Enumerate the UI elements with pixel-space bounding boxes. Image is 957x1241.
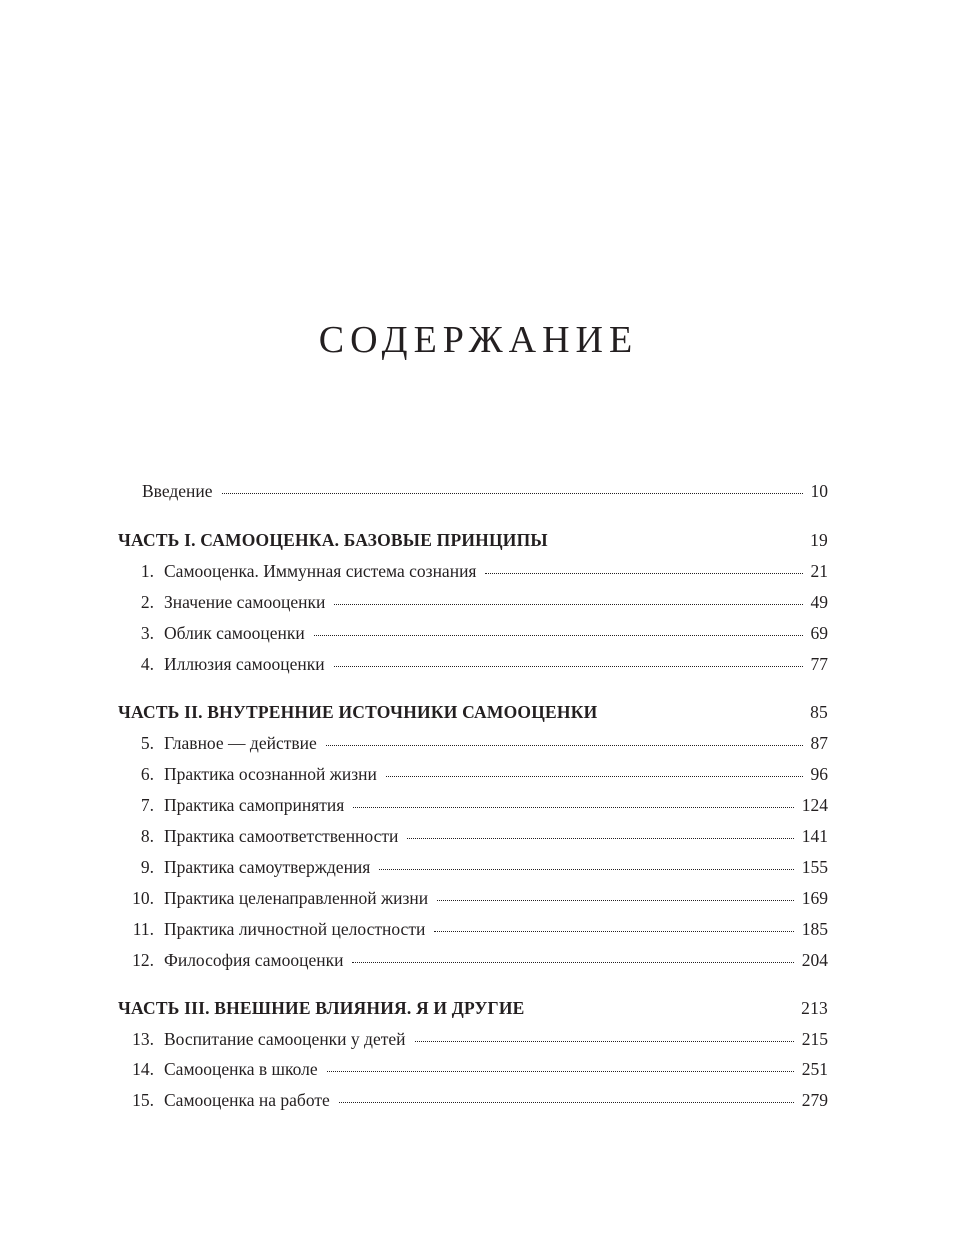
page-title: СОДЕРЖАНИЕ — [318, 319, 639, 361]
toc-page-number: 19 — [810, 530, 828, 550]
toc-page-number: 204 — [801, 950, 828, 970]
toc-page-number: 279 — [801, 1090, 828, 1110]
toc-entry-label: Введение — [142, 481, 213, 501]
dot-leader — [485, 573, 802, 574]
chapter-number: 15. — [132, 1090, 154, 1110]
toc-chapter-entry[interactable] — [118, 886, 828, 910]
chapter-title: Облик самооценки — [164, 623, 305, 643]
toc-page-number: 69 — [810, 623, 828, 643]
toc-page-number: 87 — [810, 733, 828, 753]
chapter-number: 1. — [140, 561, 154, 581]
toc-page-number: 169 — [801, 888, 828, 908]
dot-leader — [339, 1102, 794, 1103]
chapter-title: Самооценка на работе — [164, 1090, 330, 1110]
toc-page-number: 213 — [801, 998, 828, 1018]
toc-chapter-entry[interactable] — [118, 590, 828, 614]
toc-chapter-entry[interactable] — [118, 917, 828, 941]
toc-page-number: 124 — [801, 795, 828, 815]
toc-entry-intro[interactable] — [118, 479, 828, 503]
dot-leader — [415, 1041, 794, 1042]
dot-leader — [352, 962, 793, 963]
dot-leader — [334, 666, 803, 667]
toc-page-number: 10 — [810, 481, 828, 501]
toc-part-heading[interactable] — [118, 996, 828, 1020]
chapter-title: Практика самопринятия — [164, 795, 345, 815]
chapter-title: Философия самооценки — [164, 950, 344, 970]
toc-part-heading[interactable] — [118, 528, 828, 552]
chapter-title: Воспитание самооценки у детей — [164, 1029, 406, 1049]
toc-part-heading[interactable] — [118, 700, 828, 724]
chapter-title: Главное — действие — [164, 733, 317, 753]
dot-leader — [334, 604, 802, 605]
dot-leader — [407, 838, 793, 839]
dot-leader — [434, 931, 793, 932]
part-title: ЧАСТЬ II. ВНУТРЕННИЕ ИСТОЧНИКИ САМООЦЕНКИ — [118, 702, 598, 722]
toc-page-number: 251 — [801, 1059, 828, 1079]
chapter-number: 9. — [140, 857, 154, 877]
toc-page-number: 185 — [801, 919, 828, 939]
part-title: ЧАСТЬ III. ВНЕШНИЕ ВЛИЯНИЯ. Я И ДРУГИЕ — [118, 998, 525, 1018]
toc-chapter-entry[interactable] — [118, 1027, 828, 1051]
chapter-title: Практика самоответственности — [164, 826, 399, 846]
toc-page-number: 155 — [801, 857, 828, 877]
toc-chapter-entry[interactable] — [118, 762, 828, 786]
toc-page-number: 85 — [810, 702, 828, 722]
chapter-number: 6. — [140, 764, 154, 784]
toc-page-number: 96 — [810, 764, 828, 784]
toc-chapter-entry[interactable] — [118, 793, 828, 817]
toc-chapter-entry[interactable] — [118, 731, 828, 755]
toc-chapter-entry[interactable] — [118, 621, 828, 645]
dot-leader — [386, 776, 803, 777]
chapter-number: 7. — [140, 795, 154, 815]
toc-chapter-entry[interactable] — [118, 1057, 828, 1081]
chapter-title: Практика целенаправленной жизни — [164, 888, 429, 908]
toc-page-number: 49 — [810, 592, 828, 612]
toc-page-number: 141 — [801, 826, 828, 846]
toc-page-number: 215 — [801, 1029, 828, 1049]
part-title: ЧАСТЬ I. САМООЦЕНКА. БАЗОВЫЕ ПРИНЦИПЫ — [118, 530, 548, 550]
dot-leader — [379, 869, 793, 870]
chapter-number: 13. — [132, 1029, 154, 1049]
toc-chapter-entry[interactable] — [118, 1088, 828, 1112]
chapter-number: 4. — [140, 654, 154, 674]
chapter-title: Практика осознанной жизни — [164, 764, 377, 784]
toc-chapter-entry[interactable] — [118, 948, 828, 972]
chapter-number: 12. — [132, 950, 154, 970]
chapter-title: Иллюзия самооценки — [164, 654, 325, 674]
dot-leader — [437, 900, 794, 901]
dot-leader — [222, 493, 803, 494]
dot-leader — [327, 1071, 794, 1072]
chapter-number: 10. — [132, 888, 154, 908]
chapter-number: 8. — [140, 826, 154, 846]
chapter-number: 5. — [140, 733, 154, 753]
chapter-title: Самооценка. Иммунная система сознания — [164, 561, 477, 581]
chapter-title: Самооценка в школе — [164, 1059, 318, 1079]
dot-leader — [353, 807, 793, 808]
chapter-number: 3. — [140, 623, 154, 643]
dot-leader — [314, 635, 803, 636]
chapter-title: Практика личностной целостности — [164, 919, 426, 939]
chapter-title: Значение самооценки — [164, 592, 326, 612]
toc-page-number: 77 — [810, 654, 828, 674]
toc-chapter-entry[interactable] — [118, 824, 828, 848]
chapter-title: Практика самоутверждения — [164, 857, 371, 877]
toc-chapter-entry[interactable] — [118, 559, 828, 583]
chapter-number: 2. — [140, 592, 154, 612]
toc-chapter-entry[interactable] — [118, 855, 828, 879]
dot-leader — [326, 745, 803, 746]
chapter-number: 11. — [132, 919, 154, 939]
toc-chapter-entry[interactable] — [118, 652, 828, 676]
toc-page-number: 21 — [810, 561, 828, 581]
chapter-number: 14. — [132, 1059, 154, 1079]
